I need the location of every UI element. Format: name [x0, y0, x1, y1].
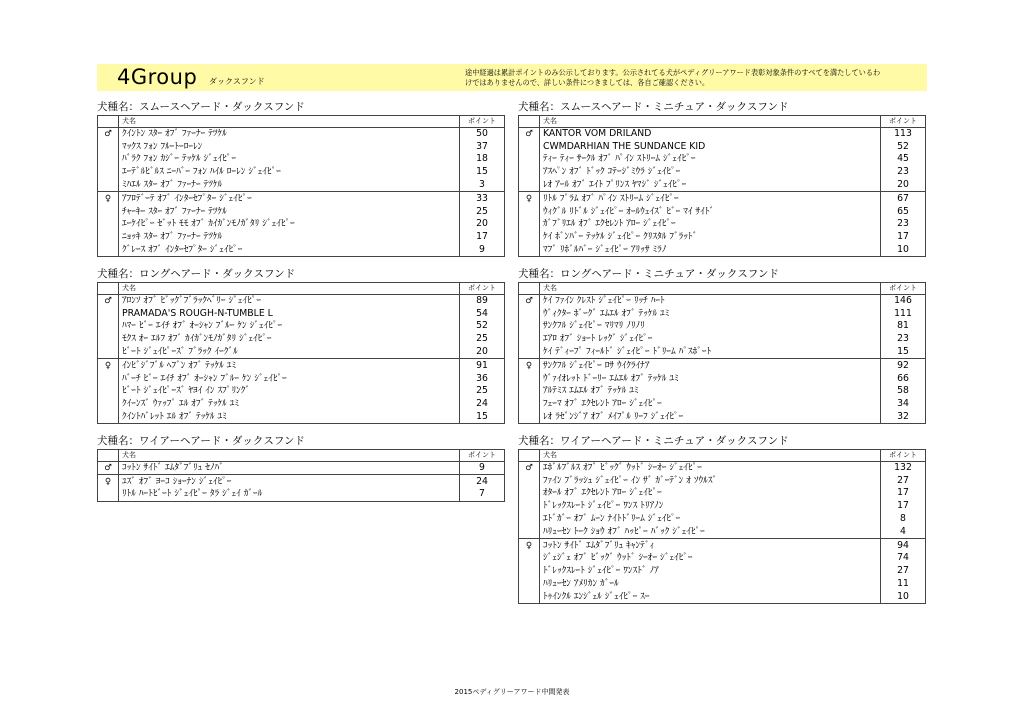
dog-points: 34 — [881, 398, 926, 411]
sex-symbol: ♀ — [98, 192, 119, 205]
sex-symbol: ♀ — [98, 359, 119, 372]
breed-group-subtitle: ダックスフンド — [209, 77, 265, 86]
sex-symbol — [519, 500, 540, 513]
dog-points: 17 — [881, 487, 926, 500]
dog-name: ﾌｧｲﾝ ﾌﾞﾗｯｼｭ ｼﾞｪｲﾋﾟｰ ｲﾝ ｻﾞ ｶﾞｰﾃﾞﾝ ｵ ｿｳﾙｽﾞ — [540, 474, 881, 487]
dog-points: 23 — [881, 333, 926, 346]
table-row — [98, 218, 505, 231]
sex-symbol — [98, 231, 119, 244]
sex-symbol — [98, 166, 119, 179]
name-column-header: 犬名 — [540, 283, 881, 295]
table-row — [519, 244, 926, 257]
dog-name: ｻﾝｸﾌﾙ ｼﾞｪｲﾋﾟｰ ﾛｻ ｳｲｸﾗｲﾅｱ — [540, 359, 881, 372]
sex-symbol — [98, 140, 119, 153]
dog-points: 37 — [460, 140, 505, 153]
sex-symbol: ♂ — [519, 461, 540, 474]
table-row — [519, 140, 926, 153]
sex-symbol — [98, 333, 119, 346]
dog-name: ｹｲ ﾌｧｲﾝ ｸﾚｽﾄ ｼﾞｪｲﾋﾟｰ ﾘｯﾁ ﾊｰﾄ — [540, 294, 881, 307]
table-row — [98, 411, 505, 424]
dog-name: ｺｯﾄﾝ ｻｲﾄﾞ ｴﾑﾀﾞﾌﾞﾘｭ ｾﾉﾊﾞ — [119, 461, 460, 475]
dog-points: 25 — [460, 205, 505, 218]
dog-points: 15 — [460, 411, 505, 424]
points-column-header: ポイント — [881, 450, 926, 462]
dog-name: ﾏｯｸｽ ﾌｫﾝ ﾌﾙｰﾄｰﾛｰﾚﾝ — [119, 140, 460, 153]
dog-points: 25 — [460, 385, 505, 398]
dog-points: 58 — [881, 385, 926, 398]
dog-points: 7 — [460, 488, 505, 501]
dog-name: ﾏﾌﾞ ﾘﾎﾞﾙﾊﾞｰ ｼﾞｪｲﾋﾟｰ ｱﾘｯｻ ﾐﾗﾉ — [540, 244, 881, 257]
group-title: 4Group — [117, 65, 198, 89]
dog-points: 20 — [460, 218, 505, 231]
table-row — [519, 552, 926, 565]
dog-name: ｱﾌﾛﾃﾞｰﾃ ｵﾌﾞ ｲﾝﾀｰｾﾌﾟﾀｰ ｼﾞｪｲﾋﾟｰ — [119, 192, 460, 205]
table-row — [98, 461, 505, 475]
sex-symbol: ♂ — [519, 127, 540, 140]
dog-name: ｱｽﾍﾟﾝ ｵﾌﾞ ﾄﾞｯｸ ｺﾃｰｼﾞﾐｳﾗ ｼﾞｪｲﾋﾟｰ — [540, 166, 881, 179]
dog-name: KANTOR VOM DRILAND — [540, 127, 881, 140]
sex-symbol — [519, 513, 540, 526]
dog-points: 9 — [460, 244, 505, 257]
table-row — [98, 488, 505, 501]
table-row — [98, 153, 505, 166]
breed-title: 犬種名：スムースヘアード・ミニチュア・ダックスフンド — [518, 101, 789, 113]
dog-name: ﾋﾞｰﾄ ｼﾞｪｲﾋﾟｰｽﾞ ﾌﾞﾗｯｸ ｲｰｸﾞﾙ — [119, 346, 460, 359]
dog-points: 111 — [881, 307, 926, 320]
table-row — [519, 192, 926, 205]
dog-name: ｴｱﾛ ｵﾌﾞ ｼｮｰﾄ ﾚｯｸﾞ ｼﾞｪｲﾋﾟｰ — [540, 333, 881, 346]
dog-name: ﾄﾞﾚｯｸｽﾚｰﾄ ｼﾞｪｲﾋﾟｰ ﾜﾝｽﾄﾞ ﾉｱ — [540, 565, 881, 578]
sex-symbol — [98, 372, 119, 385]
dog-points: 94 — [881, 539, 926, 552]
breed-section — [518, 101, 926, 257]
dog-points: 23 — [881, 218, 926, 231]
table-row — [98, 127, 505, 140]
name-column-header: 犬名 — [540, 450, 881, 462]
sex-symbol — [98, 153, 119, 166]
sex-symbol — [98, 411, 119, 424]
dog-points: 3 — [460, 179, 505, 192]
table-row — [98, 140, 505, 153]
table-row — [98, 372, 505, 385]
table-row — [98, 307, 505, 320]
table-row — [98, 398, 505, 411]
sex-symbol — [98, 307, 119, 320]
sex-symbol — [98, 385, 119, 398]
dog-name: ｸｲﾝﾄﾝ ｽﾀｰ ｵﾌﾞ ﾌｧｰﾅｰ ﾃﾂｹﾙ — [119, 127, 460, 140]
table-row — [98, 475, 505, 488]
dog-name: ﾃｨｰ ﾃｨｰ ｻｰｸﾙ ｵﾌﾞ ﾊﾟｲﾝ ｽﾄﾘｰﾑ ｼﾞｪｲﾋﾟｰ — [540, 153, 881, 166]
dog-name: ﾘﾄﾙ ﾊｰﾄﾋﾞｰﾄ ｼﾞｪｲﾋﾟｰ ﾀﾗ ｼﾞｪｲ ｶﾞｰﾙ — [119, 488, 460, 501]
dog-points: 17 — [881, 500, 926, 513]
group-banner — [97, 64, 927, 91]
sex-symbol — [519, 307, 540, 320]
dog-points: 65 — [881, 205, 926, 218]
dog-name: ｳｨｸﾞﾙ ﾘﾄﾞﾙ ｼﾞｪｲﾋﾟｰ ｵｰﾙｳｪｲｽﾞ ﾋﾞｰ ﾏｲ ｻｲﾄﾞ — [540, 205, 881, 218]
dog-name: ｴｰﾃﾞﾙﾋﾞﾙｽ ﾆｰﾊﾞｰ ﾌｫﾝ ﾊｲﾙ ﾛｰﾚﾝ ｼﾞｪｲﾋﾟｰ — [119, 166, 460, 179]
breed-title: 犬種名：ロングヘアード・ダックスフンド — [97, 268, 296, 280]
table-row — [519, 166, 926, 179]
dog-points: 8 — [881, 513, 926, 526]
sex-symbol — [519, 140, 540, 153]
sex-symbol — [98, 244, 119, 257]
dog-points: 15 — [460, 166, 505, 179]
dog-name: ｱﾙﾃﾐｽ ｴﾑｴﾙ ｵﾌﾞ ﾃｯｹﾙ ﾕﾐ — [540, 385, 881, 398]
dog-name: CWMDARHIAN THE SUNDANCE KID — [540, 140, 881, 153]
table-row — [519, 385, 926, 398]
dog-name: ﾆｮｯｷ ｽﾀｰ ｵﾌﾞ ﾌｧｰﾅｰ ﾃﾂｹﾙ — [119, 231, 460, 244]
dog-name: ｻﾝｸﾌﾙ ｼﾞｪｲﾋﾟｰ ﾏﾘﾏﾘ ﾉﾘﾉﾘ — [540, 320, 881, 333]
table-row — [98, 179, 505, 192]
ranking-table — [97, 115, 505, 257]
dog-name: ﾘﾄﾙ ﾌﾟﾗﾑ ｵﾌﾞ ﾊﾟｲﾝ ｽﾄﾘｰﾑ ｼﾞｪｲﾋﾟｰ — [540, 192, 881, 205]
sex-symbol — [98, 205, 119, 218]
table-row — [519, 320, 926, 333]
dog-points: 10 — [881, 244, 926, 257]
sex-column-header — [98, 116, 119, 128]
points-column-header: ポイント — [881, 116, 926, 128]
table-row — [98, 192, 505, 205]
table-row — [519, 487, 926, 500]
table-row — [519, 565, 926, 578]
dog-points: 32 — [881, 411, 926, 424]
name-column-header: 犬名 — [119, 450, 460, 462]
dog-points: 11 — [881, 578, 926, 591]
table-row — [519, 372, 926, 385]
breed-section — [97, 268, 505, 424]
sex-symbol — [519, 552, 540, 565]
dog-points: 17 — [881, 231, 926, 244]
table-header-row — [519, 450, 926, 462]
dog-name: ﾚｵ ﾗｾﾞﾝｼﾞｱ ｵﾌﾞ ﾒｲﾌﾟﾙ ﾘｰﾌ ｼﾞｪｲﾋﾟｰ — [540, 411, 881, 424]
dog-name: ﾁｬｰｷｰ ｽﾀｰ ｵﾌﾞ ﾌｧｰﾅｰ ﾃﾂｹﾙ — [119, 205, 460, 218]
dog-name: ｴﾎﾞﾙﾌﾞﾙｽ ｵﾌﾞ ﾋﾞｯｸﾞ ｳｯﾄﾞ ｼｰｵｰ ｼﾞｪｲﾋﾟｰ — [540, 461, 881, 474]
sex-symbol — [519, 525, 540, 538]
sex-symbol: ♀ — [519, 359, 540, 372]
dog-points: 91 — [460, 359, 505, 372]
table-row — [519, 179, 926, 192]
dog-points: 52 — [881, 140, 926, 153]
dog-points: 146 — [881, 294, 926, 307]
dog-points: 23 — [881, 166, 926, 179]
sex-column-header — [519, 450, 540, 462]
sex-symbol: ♂ — [98, 127, 119, 140]
dog-name: ﾚｵ ｱｰﾙ ｵﾌﾞ ｴｲﾄ ﾌﾟﾘﾝｽ ﾔﾏｼﾞ ｼﾞｪｲﾋﾟｰ — [540, 179, 881, 192]
name-column-header: 犬名 — [119, 283, 460, 295]
sex-symbol — [519, 244, 540, 257]
table-row — [98, 205, 505, 218]
dog-name: ｸｲｰﾝｽﾞ ｳｧｯﾌﾟ ｴﾙ ｵﾌﾞ ﾃｯｹﾙ ﾕﾐ — [119, 398, 460, 411]
table-row — [519, 461, 926, 474]
sex-symbol — [519, 179, 540, 192]
sex-column-header — [519, 116, 540, 128]
sex-symbol: ♀ — [98, 475, 119, 488]
dog-name: ｹｲ ﾎﾞﾝﾊﾞｰ ﾃｯｹﾙ ｼﾞｪｲﾋﾟｰ ｸﾘｽﾀﾙ ﾌﾞﾗｯﾄﾞ — [540, 231, 881, 244]
dog-points: 18 — [460, 153, 505, 166]
dog-points: 25 — [460, 333, 505, 346]
table-header-row — [98, 283, 505, 295]
sex-symbol — [98, 218, 119, 231]
dog-name: ｶﾞﾌﾞﾘｴﾙ ｵﾌﾞ ｴｸｾﾚﾝﾄ ｱﾛｰ ｼﾞｪｲﾋﾟｰ — [540, 218, 881, 231]
sex-symbol — [98, 488, 119, 501]
table-row — [98, 359, 505, 372]
dog-name: ｸﾞﾚｰｽ ｵﾌﾞ ｲﾝﾀｰｾﾌﾟﾀｰ ｼﾞｪｲﾋﾟｰ — [119, 244, 460, 257]
table-row — [98, 346, 505, 359]
sex-symbol — [98, 398, 119, 411]
sex-symbol — [519, 411, 540, 424]
table-row — [98, 294, 505, 307]
dog-name: ｳﾞｨｸﾀｰ ﾎﾞｰｸﾞ ｴﾑｴﾙ ｵﾌﾞ ﾃｯｹﾙ ﾕﾐ — [540, 307, 881, 320]
sex-symbol — [519, 346, 540, 359]
dog-name: ｹｲ ﾃﾞｨｰﾌﾟ ﾌｨｰﾙﾄﾞ ｼﾞｪｲﾋﾟｰ ﾄﾞﾘｰﾑ ﾊﾟｽﾎﾟｰﾄ — [540, 346, 881, 359]
dog-points: 132 — [881, 461, 926, 474]
sex-symbol: ♂ — [98, 461, 119, 475]
name-column-header: 犬名 — [540, 116, 881, 128]
dog-points: 89 — [460, 294, 505, 307]
table-row — [519, 590, 926, 603]
dog-name: ｲﾝﾋﾞｼﾞﾌﾞﾙ ﾍﾌﾞﾝ ｵﾌﾞ ﾃｯｹﾙ ﾕﾐ — [119, 359, 460, 372]
sex-symbol: ♀ — [519, 539, 540, 552]
dog-name: ﾐﾊｴﾙ ｽﾀｰ ｵﾌﾞ ﾌｧｰﾅｰ ﾃﾂｹﾙ — [119, 179, 460, 192]
table-row — [98, 244, 505, 257]
breed-section — [97, 435, 505, 502]
dog-points: 113 — [881, 127, 926, 140]
dog-name: ｱﾛﾝｿ ｵﾌﾞ ﾋﾞｯｸﾞﾌﾞﾗｯｸﾍﾞﾘｰ ｼﾞｪｲﾋﾟｰ — [119, 294, 460, 307]
dog-points: 33 — [460, 192, 505, 205]
sex-column-header — [98, 450, 119, 462]
table-row — [519, 346, 926, 359]
sex-symbol — [98, 320, 119, 333]
table-row — [519, 153, 926, 166]
dog-name: ﾕｽﾞ ｵﾌﾞ ﾖｰｺ ｼｮｰﾅﾝ ｼﾞｪｲﾋﾟｰ — [119, 475, 460, 488]
table-row — [519, 578, 926, 591]
points-column-header: ポイント — [460, 450, 505, 462]
dog-points: 24 — [460, 475, 505, 488]
sex-symbol — [519, 231, 540, 244]
sex-symbol — [519, 333, 540, 346]
table-row — [98, 320, 505, 333]
dog-name: ﾊﾘｭｰｾﾝ ｱﾒﾘｶﾝ ｶﾞｰﾙ — [540, 578, 881, 591]
dog-points: 67 — [881, 192, 926, 205]
dog-name: PRAMADA'S ROUGH-N-TUMBLE L — [119, 307, 460, 320]
ranking-table — [97, 449, 505, 502]
dog-name: ﾊﾞﾗｸ ﾌｫﾝ ｶｼﾞｰ ﾃｯｹﾙ ｼﾞｪｲﾋﾟｰ — [119, 153, 460, 166]
ranking-table — [97, 282, 505, 424]
table-header-row — [98, 116, 505, 128]
sex-symbol — [519, 218, 540, 231]
sex-symbol — [519, 166, 540, 179]
table-row — [519, 500, 926, 513]
dog-points: 4 — [881, 525, 926, 538]
breed-title: 犬種名：スムースヘアード・ダックスフンド — [97, 101, 305, 113]
table-row — [519, 359, 926, 372]
points-column-header: ポイント — [881, 283, 926, 295]
sex-symbol — [519, 487, 540, 500]
table-header-row — [519, 283, 926, 295]
dog-points: 15 — [881, 346, 926, 359]
table-row — [519, 205, 926, 218]
sex-column-header — [98, 283, 119, 295]
dog-name: ｺｯﾄﾝ ｻｲﾄﾞ ｴﾑﾀﾞﾌﾞﾘｭ ｷｬﾝﾃﾞｨ — [540, 539, 881, 552]
sex-symbol — [98, 346, 119, 359]
dog-points: 20 — [460, 346, 505, 359]
dog-points: 17 — [460, 231, 505, 244]
dog-points: 9 — [460, 461, 505, 475]
sex-symbol — [519, 590, 540, 603]
dog-points: 45 — [881, 153, 926, 166]
table-row — [98, 166, 505, 179]
breed-title: 犬種名：ワイアーヘアード・ダックスフンド — [97, 435, 305, 447]
table-header-row — [98, 450, 505, 462]
name-column-header: 犬名 — [119, 116, 460, 128]
dog-points: 74 — [881, 552, 926, 565]
dog-name: ｸｲﾝﾄﾊﾞﾚｯﾄ ｴﾙ ｵﾌﾞ ﾃｯｹﾙ ﾕﾐ — [119, 411, 460, 424]
table-row — [98, 385, 505, 398]
points-column-header: ポイント — [460, 283, 505, 295]
ranking-table — [518, 115, 926, 257]
table-row — [519, 539, 926, 552]
dog-points: 81 — [881, 320, 926, 333]
points-column-header: ポイント — [460, 116, 505, 128]
dog-points: 36 — [460, 372, 505, 385]
table-row — [519, 127, 926, 140]
dog-name: ﾌｪｰﾏ ｵﾌﾞ ｴｸｾﾚﾝﾄ ｱﾛｰ ｼﾞｪｲﾋﾟｰ — [540, 398, 881, 411]
dog-points: 52 — [460, 320, 505, 333]
breed-title: 犬種名：ロングヘアード・ミニチュア・ダックスフンド — [518, 268, 779, 280]
table-row — [519, 474, 926, 487]
sex-symbol: ♀ — [519, 192, 540, 205]
ranking-table — [518, 449, 926, 604]
sex-symbol — [519, 398, 540, 411]
notice-line-1: 途中経過は累計ポイントのみ公示しております。公示されてる犬がペディグリーアワード表彰対象条件のすべてを満たしているわ — [465, 68, 881, 77]
table-header-row — [519, 116, 926, 128]
breed-title: 犬種名：ワイアーヘアード・ミニチュア・ダックスフンド — [518, 435, 789, 447]
dog-points: 27 — [881, 474, 926, 487]
dog-name: ﾄﾞﾚｯｸｽﾚｰﾄ ｼﾞｪｲﾋﾟｰ ﾜﾝｽ ﾄﾘｱﾉﾝ — [540, 500, 881, 513]
sex-symbol — [98, 179, 119, 192]
sex-column-header — [519, 283, 540, 295]
dog-name: ｳﾞｧｲｵﾚｯﾄ ﾄﾞｰﾘｰ ｴﾑｴﾙ ｵﾌﾞ ﾃｯｹﾙ ﾕﾐ — [540, 372, 881, 385]
dog-name: ﾓｸｽ ｵｰ ｴﾙﾌ ｵﾌﾞ ｶｲｶﾞﾝﾓﾉｶﾞﾀﾘ ｼﾞｪｲﾋﾟｰ — [119, 333, 460, 346]
dog-points: 10 — [881, 590, 926, 603]
sex-symbol — [519, 385, 540, 398]
dog-name: ｵﾀｰﾙ ｵﾌﾞ ｴｸｾﾚﾝﾄ ｱﾛｰ ｼﾞｪｲﾋﾟｰ — [540, 487, 881, 500]
notice-text — [465, 68, 927, 88]
dog-name: ﾄｩｲﾝｸﾙ ｴﾝｼﾞｪﾙ ｼﾞｪｲﾋﾟｰ ｽｰ — [540, 590, 881, 603]
sex-symbol — [519, 372, 540, 385]
sex-symbol: ♂ — [98, 294, 119, 307]
table-row — [98, 333, 505, 346]
dog-name: ｴｰｹｲﾋﾟｰ ｾﾞｯﾄ ﾓﾓ ｵﾌﾞ ｶｲｶﾞﾝﾓﾉｶﾞﾀﾘ ｼﾞｪｲﾋﾟｰ — [119, 218, 460, 231]
table-row — [519, 513, 926, 526]
ranking-table — [518, 282, 926, 424]
sex-symbol — [519, 565, 540, 578]
dog-points: 92 — [881, 359, 926, 372]
table-row — [98, 231, 505, 244]
sex-symbol — [519, 205, 540, 218]
sex-symbol — [519, 320, 540, 333]
dog-points: 24 — [460, 398, 505, 411]
sex-symbol — [519, 153, 540, 166]
table-row — [519, 307, 926, 320]
dog-name: ﾊﾞｰﾁ ﾋﾞｰ ｴｲﾁ ｵﾌﾞ ｵｰｼｬﾝ ﾌﾞﾙｰ ｹﾝ ｼﾞｪｲﾋﾟｰ — [119, 372, 460, 385]
table-row — [519, 525, 926, 538]
table-row — [519, 218, 926, 231]
sex-symbol — [519, 474, 540, 487]
notice-line-2: けではありませんので、詳しい条件につきましては、各自ご確認ください。 — [465, 78, 710, 87]
table-row — [519, 398, 926, 411]
dog-points: 66 — [881, 372, 926, 385]
dog-points: 20 — [881, 179, 926, 192]
dog-name: ｴﾄﾞｶﾞｰ ｵﾌﾞ ﾑｰﾝ ﾅｲﾄﾄﾞﾘｰﾑ ｼﾞｪｲﾋﾟｰ — [540, 513, 881, 526]
breed-section — [518, 435, 926, 604]
dog-points: 54 — [460, 307, 505, 320]
table-row — [519, 231, 926, 244]
table-row — [519, 411, 926, 424]
breed-section — [518, 268, 926, 424]
dog-name: ﾊﾏｰ ﾋﾞｰ ｴｲﾁ ｵﾌﾞ ｵｰｼｬﾝ ﾌﾞﾙｰ ｹﾝ ｼﾞｪｲﾋﾟｰ — [119, 320, 460, 333]
sex-symbol: ♂ — [519, 294, 540, 307]
table-row — [519, 294, 926, 307]
dog-points: 50 — [460, 127, 505, 140]
dog-name: ﾊﾘｭｰｾﾝ ﾄｰｸ ｼｮｳ ｵﾌﾞ ﾊｯﾋﾟｰ ﾊﾞｯｸ ｼﾞｪｲﾋﾟｰ — [540, 525, 881, 538]
footer-text: 2015ペディグリーアワード中間発表 — [454, 688, 570, 696]
dog-points: 27 — [881, 565, 926, 578]
breed-section — [97, 101, 505, 257]
dog-name: ﾋﾞｰﾄ ｼﾞｪｲﾋﾟｰｽﾞ ﾔﾖｲ ｲﾝ ｽﾌﾟﾘﾝｸﾞ — [119, 385, 460, 398]
table-row — [519, 333, 926, 346]
sex-symbol — [519, 578, 540, 591]
dog-name: ｼﾞｪｼﾞｪ ｵﾌﾞ ﾋﾞｯｸﾞ ｳｯﾄﾞ ｼｰｵｰ ｼﾞｪｲﾋﾟｰ — [540, 552, 881, 565]
